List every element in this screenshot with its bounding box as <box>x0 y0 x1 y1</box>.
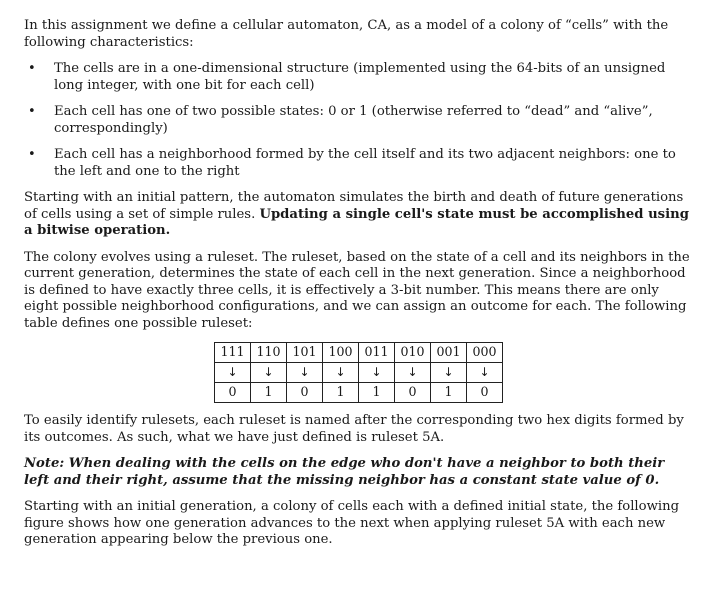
bullet-icon: • <box>28 61 36 76</box>
outcome-cell: 1 <box>359 383 395 403</box>
neighborhood-cell: 010 <box>395 343 431 363</box>
edge-note: Note: When dealing with the cells on the edge who don't have a neighbor to both their left and their right, assume that the missing neighbor has a constant state value of 0. <box>24 456 665 488</box>
arrow-down-icon: ↓ <box>359 363 395 383</box>
arrow-down-icon: ↓ <box>323 363 359 383</box>
list-item <box>24 104 693 137</box>
list-item-text: The cells are in a one-dimensional structure (implemented using the 64-bits of an unsigned long integer, with one bit for each cell) <box>54 61 666 93</box>
arrow-down-icon: ↓ <box>215 363 251 383</box>
bullet-icon: • <box>28 147 36 162</box>
arrow-down-icon: ↓ <box>467 363 503 383</box>
outcome-cell: 0 <box>215 383 251 403</box>
outcome-cell: 1 <box>431 383 467 403</box>
list-item <box>24 61 693 94</box>
ruleset-paragraph: The colony evolves using a ruleset. The ruleset, based on the state of a cell and its neighbors in the current generation, determines the state of each cell in the next generation. Since a neighborhood is defined to have exactly three cells, it is effectively a 3-bit number. This means there are only eight possible neighborhood configurations, and we can assign an outcome for each. The following table defines one possible ruleset: <box>24 249 690 331</box>
outcome-cell: 0 <box>287 383 323 403</box>
simulation-paragraph <box>24 190 693 240</box>
intro-paragraph: In this assignment we define a cellular automaton, CA, as a model of a colony of “cells” with the following characteristics: <box>24 18 669 50</box>
neighborhood-cell: 110 <box>251 343 287 363</box>
neighborhood-cell: 101 <box>287 343 323 363</box>
outcome-cell: 0 <box>467 383 503 403</box>
list-item-text: Each cell has one of two possible states: 0 or 1 (otherwise referred to “dead” and “alive”, correspondingly) <box>54 104 653 136</box>
arrow-down-icon: ↓ <box>395 363 431 383</box>
simulation-text: Starting with an initial pattern, the automaton simulates the birth and death of future generations of cells using a set of simple rules. <box>24 190 684 222</box>
arrow-down-icon: ↓ <box>251 363 287 383</box>
outcome-cell: 1 <box>323 383 359 403</box>
list-item <box>24 147 693 180</box>
outcome-cell: 1 <box>251 383 287 403</box>
arrow-row <box>215 363 503 383</box>
neighborhood-cell: 011 <box>359 343 395 363</box>
bitwise-requirement: Updating a single cell's state must be accomplished using a bitwise operation. <box>24 206 689 238</box>
characteristics-list <box>24 61 693 180</box>
outcome-row <box>215 383 503 403</box>
neighborhood-cell: 001 <box>431 343 467 363</box>
neighborhood-cell: 111 <box>215 343 251 363</box>
hex-naming-paragraph: To easily identify rulesets, each ruleset is named after the corresponding two hex digits formed by its outcomes. As such, what we have just defined is ruleset 5A. <box>24 413 684 445</box>
arrow-down-icon: ↓ <box>287 363 323 383</box>
neighborhood-cell: 100 <box>323 343 359 363</box>
arrow-down-icon: ↓ <box>431 363 467 383</box>
ruleset-table <box>214 342 503 403</box>
list-item-text: Each cell has a neighborhood formed by the cell itself and its two adjacent neighbors: one to the left and one to the right <box>54 147 676 179</box>
bullet-icon: • <box>28 104 36 119</box>
outcome-cell: 0 <box>395 383 431 403</box>
neighborhood-cell: 000 <box>467 343 503 363</box>
generation-paragraph: Starting with an initial generation, a colony of cells each with a defined initial state, the following figure shows how one generation advances to the next when applying ruleset 5A with each new generation appearing below the previous one. <box>24 499 680 547</box>
neighborhood-row <box>215 343 503 363</box>
